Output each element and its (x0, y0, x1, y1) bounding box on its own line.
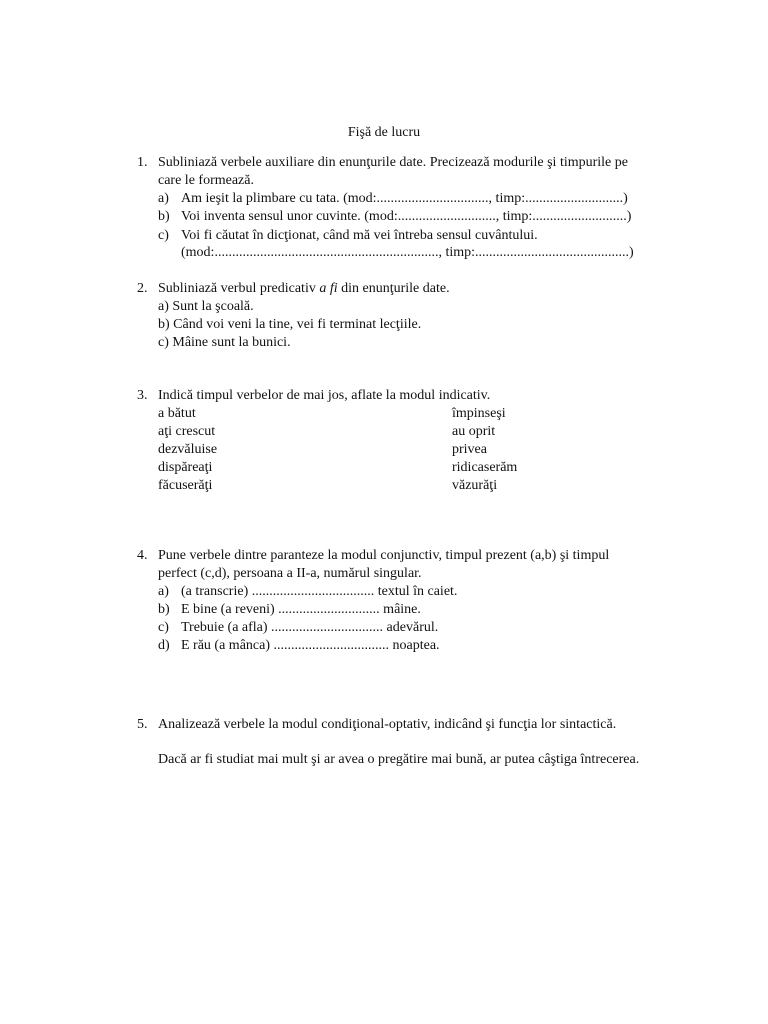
worksheet-title: Fişă de lucru (347, 125, 421, 140)
item-text: Trebuie (a afla) ................................ adevărul. (181, 620, 439, 635)
exercise-number: 2. (137, 281, 148, 296)
item-text: Voi fi căutat în dicţionat, când mă vei întreba sensul cuvântului. (181, 228, 538, 243)
exercise-number: 5. (137, 717, 148, 732)
item-text: b) Când voi veni la tine, vei fi terminat lecţiile. (158, 317, 422, 332)
verb-item: au oprit (452, 424, 496, 439)
exercise-instruction: Pune verbele dintre paranteze la modul conjunctiv, timpul prezent (a,b) şi timpul (158, 548, 610, 563)
item-label: c) (158, 228, 169, 243)
exercise-instruction: perfect (c,d), persoana a II-a, numărul singular. (158, 566, 422, 581)
exercise-instruction: Analizează verbele la modul condiţional-optativ, indicând şi funcţia lor sintactică. (158, 717, 617, 732)
exercise-instruction: Subliniază verbele auxiliare din enunţurile date. Precizează modurile şi timpurile pe (158, 155, 628, 170)
item-text-continued: (mod:................................................................, timp:............................................) (181, 245, 634, 260)
verb-item: ridicaserăm (452, 460, 518, 475)
item-text: E rău (a mânca) ................................. noaptea. (181, 638, 440, 653)
verb-item: privea (452, 442, 487, 457)
verb-item: dispăreaţi (158, 460, 213, 475)
item-text: Am ieşit la plimbare cu tata. (mod:................................, timp:............................) (181, 191, 628, 206)
verb-item: a bătut (158, 406, 196, 421)
verb-item: aţi crescut (158, 424, 216, 439)
instruction-italic: a fi (319, 281, 338, 296)
item-text: E bine (a reveni) ............................. mâine. (181, 602, 421, 617)
item-label: b) (158, 209, 170, 224)
exercise-instruction (158, 280, 450, 298)
verb-item: dezvăluise (158, 442, 218, 457)
item-label: b) (158, 602, 170, 617)
exercise-number: 1. (137, 155, 148, 170)
item-text: Voi inventa sensul unor cuvinte. (mod:............................, timp:...........................) (181, 209, 632, 224)
verb-item: făcuserăţi (158, 478, 213, 493)
instruction-text: Subliniază verbul predicativ (158, 281, 320, 296)
item-label: d) (158, 638, 170, 653)
item-label: c) (158, 620, 169, 635)
exercise-sentence: Dacă ar fi studiat mai mult şi ar avea o pregătire mai bună, ar putea câştiga întrecerea. (158, 752, 640, 767)
item-text: c) Mâine sunt la bunici. (158, 335, 291, 350)
item-label: a) (158, 191, 169, 206)
item-text: a) Sunt la şcoală. (158, 299, 254, 314)
item-text: (a transcrie) ................................... textul în caiet. (181, 584, 458, 599)
exercise-instruction: Indică timpul verbelor de mai jos, aflate la modul indicativ. (158, 388, 491, 403)
exercise-number: 3. (137, 388, 148, 403)
verb-item: împinseşi (452, 406, 506, 421)
instruction-text: din enunţurile date. (337, 281, 450, 296)
verb-item: văzurăţi (452, 478, 498, 493)
exercise-number: 4. (137, 548, 148, 563)
item-label: a) (158, 584, 169, 599)
exercise-instruction: care le formează. (158, 173, 254, 188)
